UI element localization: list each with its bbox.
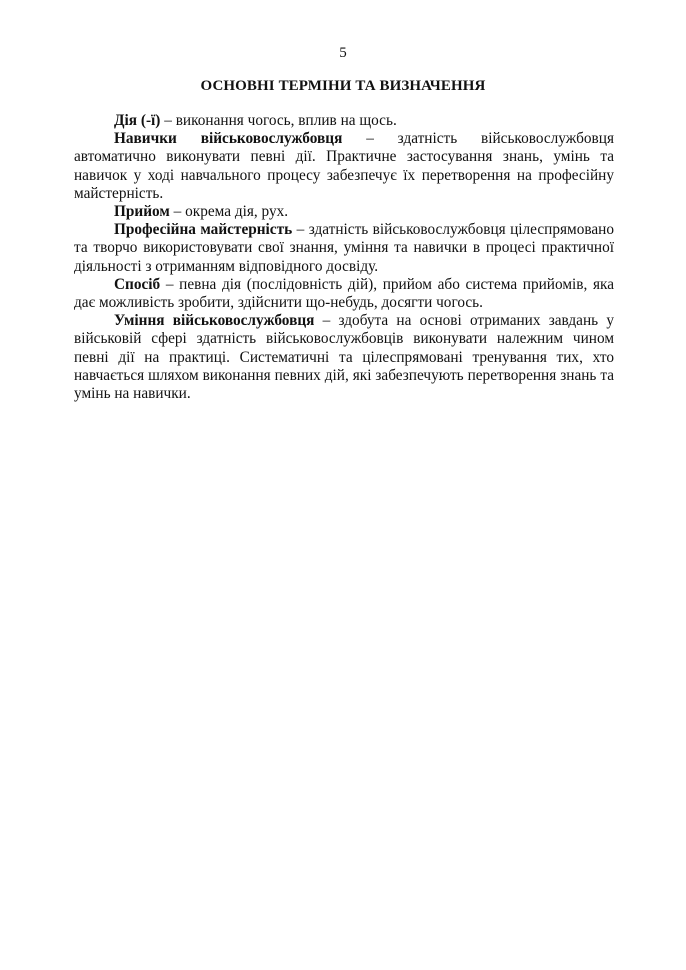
definition-entry: [74, 221, 614, 276]
definition-entry: [74, 203, 614, 221]
definition-entry: [74, 112, 614, 130]
page-number: 5: [339, 45, 347, 61]
definitions-list: [74, 112, 614, 403]
definition-text: – окрема дія, рух.: [169, 203, 289, 221]
definition-text: – здатність військовослужбовця автоматично виконувати певні дії. Практичне застосування знань, умінь та навичок у ході навчального процесу забезпечує їх перетворення на професійну майстерність.: [74, 130, 614, 202]
definition-entry: [74, 312, 614, 403]
definition-term: Уміння військовослужбовця: [114, 312, 315, 330]
definition-entry: [74, 276, 614, 312]
definition-term: Прийом: [114, 203, 170, 221]
section-heading: ОСНОВНІ ТЕРМІНИ ТА ВИЗНАЧЕННЯ: [200, 78, 486, 94]
definition-text: – певна дія (послідовність дій), прийом або система прийомів, яка дає можливість зробити, здійснити що-небудь, досягти чогось.: [74, 275, 614, 312]
definition-term: Навички військовослужбовця: [114, 130, 343, 148]
definition-text: – виконання чогось, вплив на щось.: [160, 112, 397, 129]
definition-text: – здобута на основі отриманих завдань у військовій сфері здатність військовослужбовців виконувати належним чином певні дії на практиці. Систематичні та цілеспрямовані тренування тих, хто навчається шляхом виконання певних дій, які забезпечують перетворення знань та умінь на навички.: [74, 312, 614, 403]
definition-term: Спосіб: [114, 275, 161, 293]
definition-term: Дія (-ї): [114, 112, 161, 129]
definition-text: – здатність військовослужбовця цілеспрямовано та творчо використовувати свої знання, уміння та навички в процесі практичної діяльності з отриманням відповідного досвіду.: [74, 221, 614, 275]
definition-entry: [74, 130, 614, 203]
definition-term: Професійна майстерність: [114, 221, 293, 239]
